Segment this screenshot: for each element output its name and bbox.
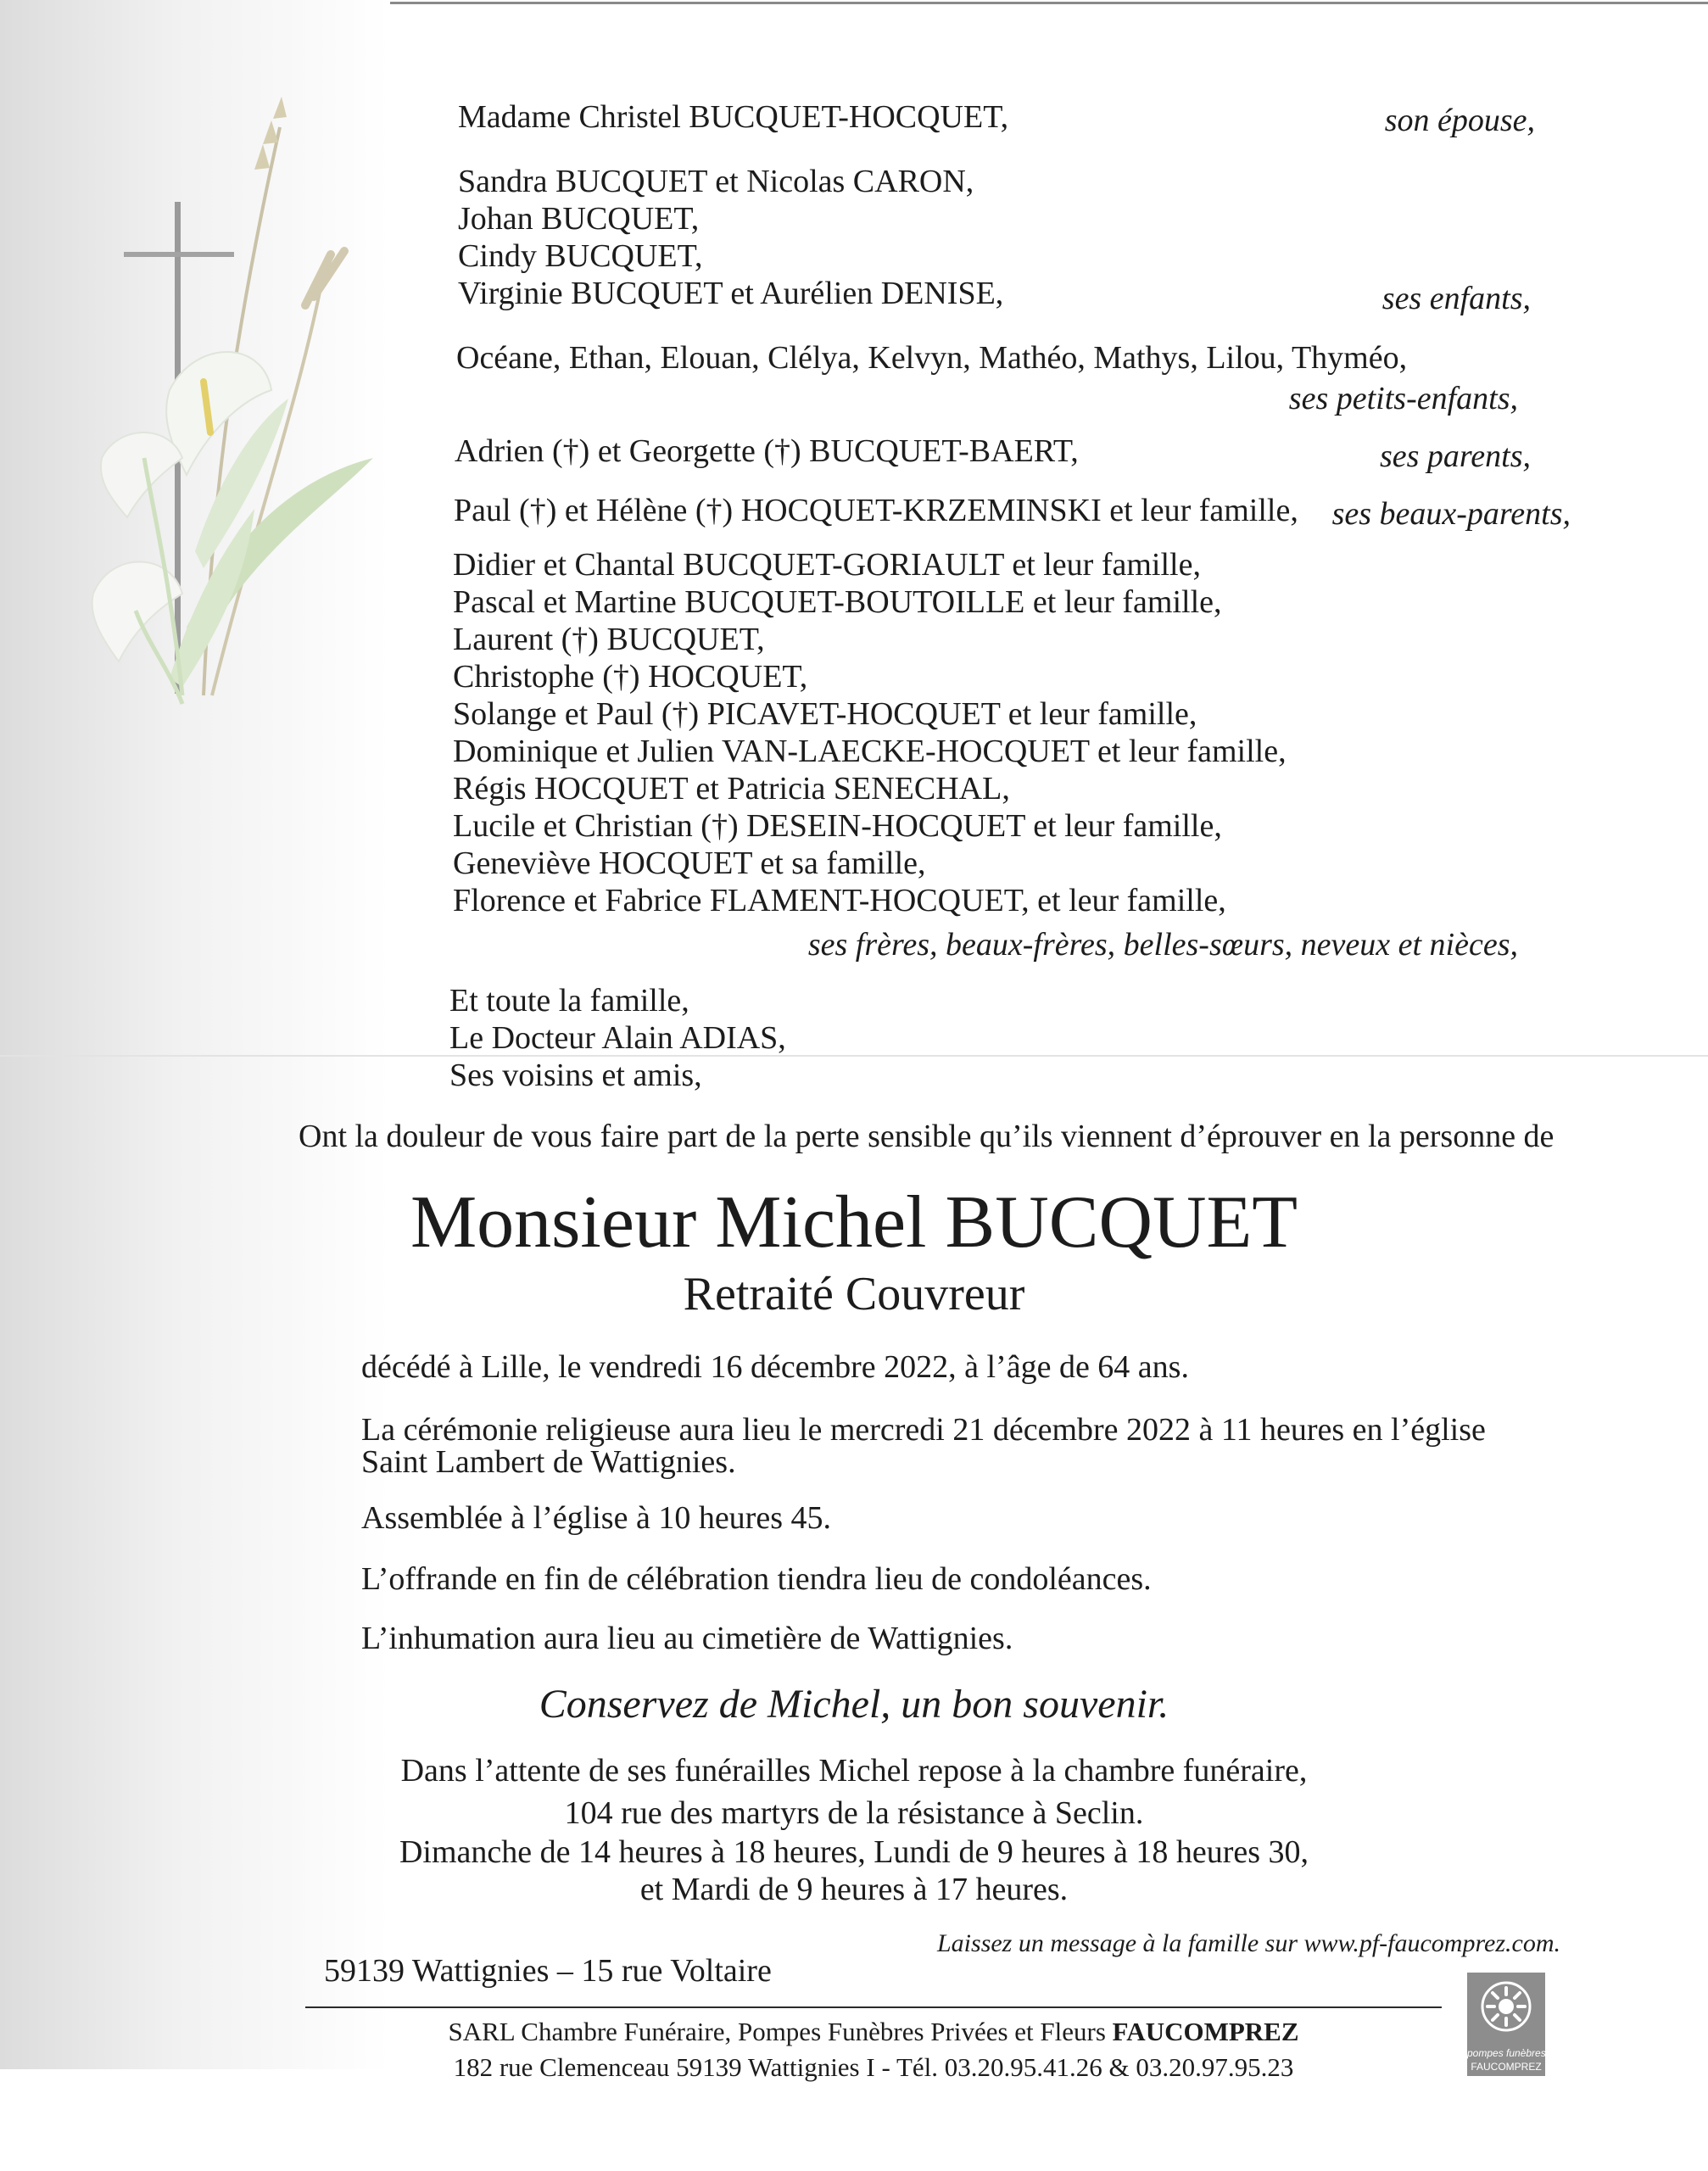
viewing-line-3: Dimanche de 14 heures à 18 heures, Lundi de 9 heures à 18 heures 30, <box>399 1834 1309 1870</box>
child-line-1: Sandra BUCQUET et Nicolas CARON, <box>458 164 974 199</box>
grandchildren-relation: ses petits-enfants, <box>1288 381 1518 416</box>
company-address: 182 rue Clemenceau 59139 Wattignies I - Tél. 03.20.95.41.26 & 03.20.97.95.23 <box>453 2052 1294 2082</box>
death-details: décédé à Lille, le vendredi 16 décembre 2022, à l’âge de 64 ans. <box>361 1349 1189 1385</box>
sibling-line-3: Laurent (†) BUCQUET, <box>453 622 765 657</box>
company-line <box>305 2015 1442 2049</box>
sibling-line-2: Pascal et Martine BUCQUET-BOUTOILLE et leur famille, <box>453 584 1222 620</box>
children-relation: ses enfants, <box>1381 281 1531 316</box>
others-line-2: Le Docteur Alain ADIAS, <box>449 1020 786 1056</box>
sibling-line-9: Geneviève HOCQUET et sa famille, <box>453 846 926 881</box>
assembly-line: Assemblée à l’église à 10 heures 45. <box>361 1500 831 1536</box>
child-line-3: Cindy BUCQUET, <box>458 238 703 274</box>
spouse-relation: son épouse, <box>1384 103 1535 138</box>
page-fold-line <box>0 1055 1708 1057</box>
parents-relation: ses parents, <box>1379 438 1531 474</box>
sibling-line-8: Lucile et Christian (†) DESEIN-HOCQUET et leur famille, <box>453 808 1222 844</box>
sibling-line-4: Christophe (†) HOCQUET, <box>453 659 808 695</box>
siblings-relation: ses frères, beaux-frères, belles-sœurs, neveux et nièces, <box>807 927 1518 963</box>
deceased-title: Retraité Couvreur <box>683 1268 1025 1320</box>
logo-name: FAUCOMPREZ <box>1471 2061 1542 2073</box>
announcement-text: Ont la douleur de vous faire part de la perte sensible qu’ils viennent d’éprouver en la personne de <box>299 1119 1555 1154</box>
grandchildren-names: Océane, Ethan, Elouan, Clélya, Kelvyn, Mathéo, Mathys, Lilou, Thyméo, <box>456 340 1408 376</box>
spouse-name: Madame Christel BUCQUET-HOCQUET, <box>458 99 1009 135</box>
sibling-line-5: Solange et Paul (†) PICAVET-HOCQUET et leur famille, <box>453 696 1197 732</box>
child-line-4: Virginie BUCQUET et Aurélien DENISE, <box>458 276 1004 311</box>
viewing-line-1: Dans l’attente de ses funérailles Michel repose à la chambre funéraire, <box>400 1753 1308 1789</box>
deceased-name: Monsieur Michel BUCQUET <box>410 1181 1298 1264</box>
offering-line: L’offrande en fin de célébration tiendra lieu de condoléances. <box>361 1561 1152 1597</box>
others-line-1: Et toute la famille, <box>449 983 689 1019</box>
sibling-line-7: Régis HOCQUET et Patricia SENECHAL, <box>453 771 1010 806</box>
logo-script: pompes funèbres <box>1467 2047 1546 2059</box>
rosette-icon <box>1467 1973 1545 2045</box>
viewing-line-2: 104 rue des martyrs de la résistance à Seclin. <box>564 1795 1144 1831</box>
top-border-line <box>280 2 1708 4</box>
funeral-home-logo <box>1467 1973 1545 2076</box>
remembrance-quote: Conservez de Michel, un bon souvenir. <box>539 1682 1169 1727</box>
message-website-line: Laissez un message à la famille sur www.pf-faucomprez.com. <box>937 1929 1560 1957</box>
parents-in-law-relation: ses beaux-parents, <box>1331 496 1571 532</box>
child-line-2: Johan BUCQUET, <box>458 201 700 237</box>
sibling-line-1: Didier et Chantal BUCQUET-GORIAULT et leur famille, <box>453 547 1201 583</box>
parents-in-law-name: Paul (†) et Hélène (†) HOCQUET-KRZEMINSKI et leur famille, <box>454 493 1298 528</box>
viewing-line-4: et Mardi de 9 heures à 17 heures. <box>639 1872 1069 1907</box>
others-line-3: Ses voisins et amis, <box>449 1058 702 1093</box>
footer-rule <box>305 2006 1442 2008</box>
sibling-line-10: Florence et Fabrice FLAMENT-HOCQUET, et leur famille, <box>453 883 1226 918</box>
company-name: FAUCOMPREZ <box>1112 2017 1299 2046</box>
burial-line: L’inhumation aura lieu au cimetière de Wattignies. <box>361 1621 1013 1656</box>
family-address: 59139 Wattignies – 15 rue Voltaire <box>324 1953 772 1989</box>
parents-name: Adrien (†) et Georgette (†) BUCQUET-BAERT, <box>455 433 1079 469</box>
sibling-line-6: Dominique et Julien VAN-LAECKE-HOCQUET et leur famille, <box>453 734 1287 769</box>
ceremony-line-1: La cérémonie religieuse aura lieu le mercredi 21 décembre 2022 à 11 heures en l’église <box>361 1412 1486 1448</box>
company-prefix: SARL Chambre Funéraire, Pompes Funèbres Privées et Fleurs <box>448 2017 1113 2046</box>
ceremony-line-2: Saint Lambert de Wattignies. <box>361 1444 736 1480</box>
